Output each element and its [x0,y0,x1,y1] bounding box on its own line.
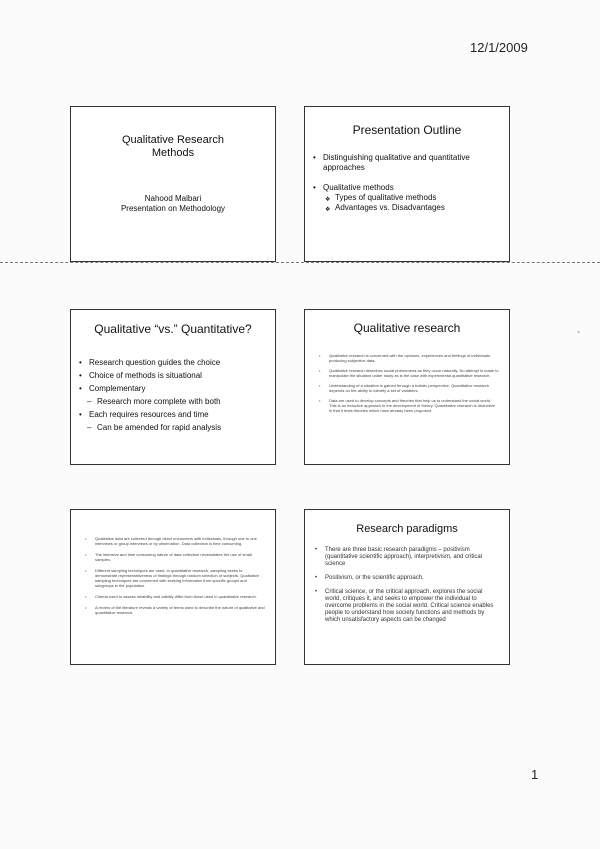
slide-heading: Presentation Outline [352,123,462,137]
list-item: • Criteria used to assess reliability and validity differ from those used in quantitative research. [83,594,265,599]
print-date: 12/1/2009 [470,40,528,55]
list-item: • Understanding of a situation is gained through a holistic perspective. Quantitative research depends on the ability to identify a set of variables. [317,383,499,393]
slide-data-collection [70,509,276,665]
slide-heading: Qualitative Research Methods [121,134,225,159]
cut-line-divider [0,262,600,263]
list-item: • Qualitative data are collected through direct encounters with individuals, through one to one interviews or group interviews or by observation. Data collection is time consuming. [83,536,265,546]
slide-outline [304,106,510,262]
list-item: • Each requires resources and time [77,408,269,421]
slide-heading: Qualitative research [353,321,461,335]
stray-mark: ` [577,331,581,342]
list-item: • Data are used to develop concepts and theories that help us to understand the social world. This is an inductive approach to the development of theory. Quantitative research is deductive in that it tests theories which have already been proposed. [317,398,499,413]
list-item: ❖ Advantages vs. Disadvantages [311,203,499,213]
slide-author: Nahood Malbari [144,194,202,203]
list-item: • There are three basic research paradigms – positivism (quantitative scientific approach), interpretivism, and critical science [313,547,499,568]
slide-subtitle: Presentation on Methodology [120,204,226,213]
list-item: • Qualitative methods [311,183,499,193]
list-item: – Research more complete with both [77,395,269,408]
list-item: • Choice of methods is situational [77,369,269,382]
slide-qual-vs-quant [70,309,276,465]
list-item: • Distinguishing qualitative and quantitative approaches [311,153,499,173]
list-item: • Qualitative research is concerned with the opinions, experiences and feelings of individuals producing subjective data. [317,353,499,363]
list-item: • Complementary [77,382,269,395]
list-item: • A review of the literature reveals a variety of terms used to describe the nature of qualitative and quantitative research. [83,605,265,615]
list-item: • Qualitative research describes social phenomena as they occur naturally. No attempt is made to manipulate the situation under study as is the case with experimental quantitative research. [317,368,499,378]
list-item: • Positivism, or the scientific approach, [313,575,499,582]
slide-heading: Qualitative “vs.” Quantitative? [94,322,252,336]
list-item: • Different sampling techniques are used. In quantitative research, sampling seeks to demonstrate representativeness of findings through random selection of subjects. Qualitative sampling techniques are concerned with seeking information from specific groups and subgroups in the population. [83,568,265,588]
slide-heading: Research paradigms [356,523,458,535]
slide-research-paradigms [304,509,510,665]
list-item: – Can be amended for rapid analysis [77,421,269,434]
list-item: ❖ Types of qualitative methods [311,193,499,203]
list-item: • Research question guides the choice [77,356,269,369]
slide-qualitative-research [304,309,510,465]
list-item: • Critical science, or the critical approach, explores the social world, critiques it, and seeks to empower the individual to overcome problems in the social world. Critical science enables people to understand how society functions and methods by which unsatisfactory aspects can be changed [313,589,499,624]
list-item: • The intensive and time consuming nature of data collection necessitates the use of small samples. [83,552,265,562]
slide-title [70,106,276,262]
page-number: 1 [531,767,539,782]
